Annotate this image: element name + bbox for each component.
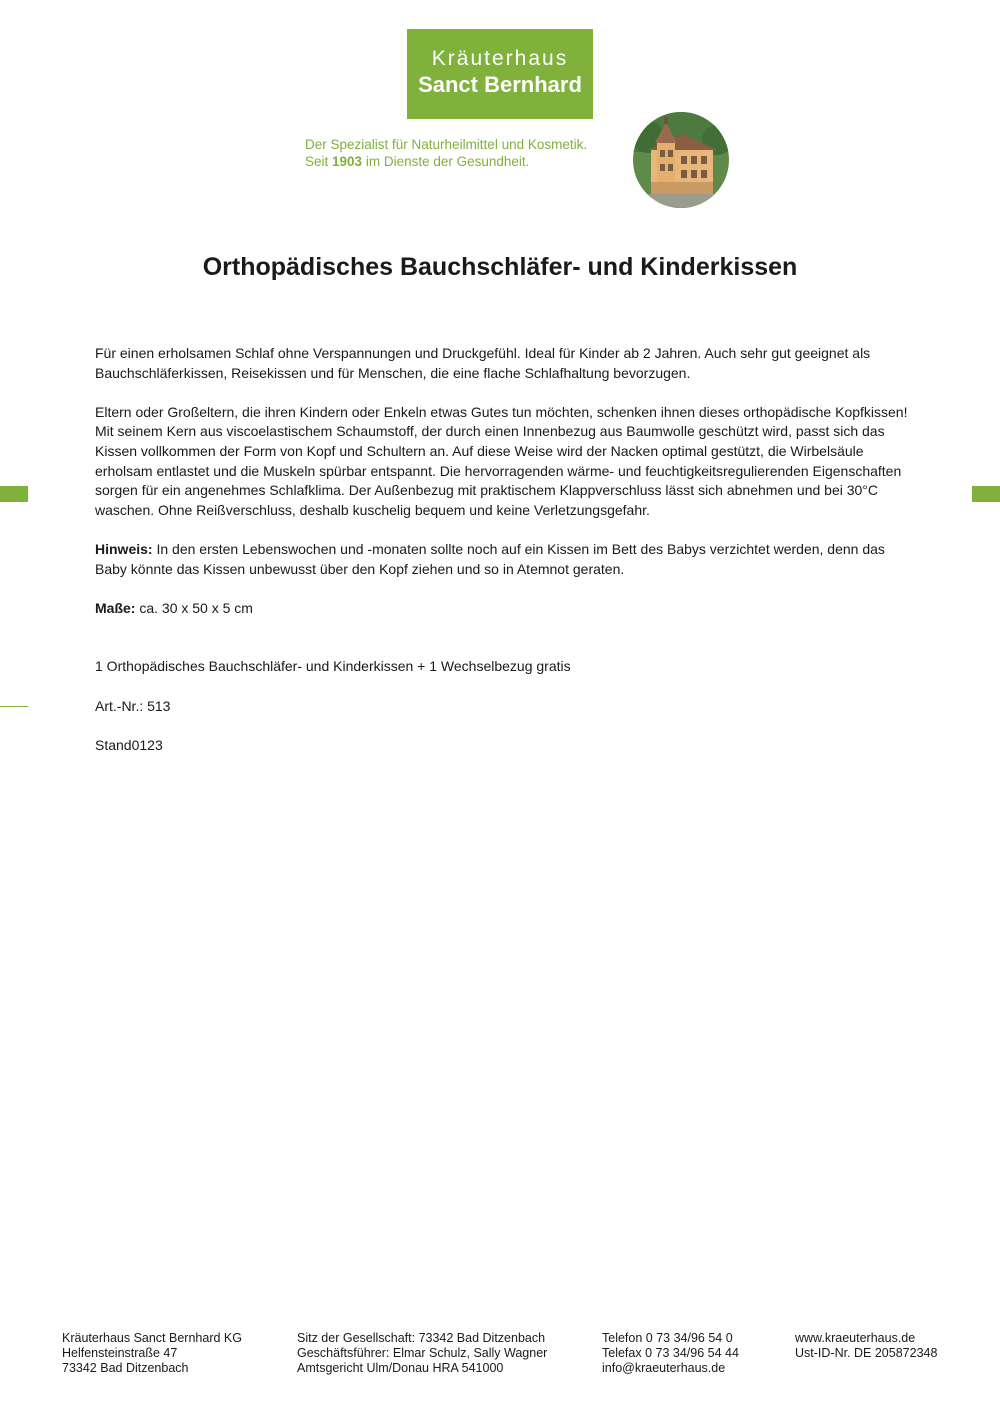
footer-registered-office: Sitz der Gesellschaft: 73342 Bad Ditzenbach bbox=[297, 1331, 546, 1345]
size-text: ca. 30 x 50 x 5 cm bbox=[135, 599, 253, 616]
footer-fax: Telefax 0 73 34/96 54 44 bbox=[602, 1346, 739, 1360]
detail-paragraph: Eltern oder Großeltern, die ihren Kindern oder Enkeln etwas Gutes tun möchten, schenken ihnen dieses orthopädische Kopfkissen! Mit seinem Kern aus viscoelastischem Schaumstoff, der durch einen Innenbezug aus Baumwolle geschützt wird, passt sich das Kissen vollkommen der Form von Kopf und Schultern an. Auf diese Weise wird der Nacken optimal gestützt, die Wirbelsäule erholsam entlastet und die Muskeln spürbar entspannt. Die hervorragenden wärme- und feuchtigkeitsregulierenden Eigenschaften sorgen für ein angenehmes Schlafklima. Der Außenbezug mit praktischem Klappverschluss lässt sich abnehmen und bei 30°C waschen. Ohne Reißverschluss, deshalb kuschelig bequem und keine Verletzungsgefahr. bbox=[95, 403, 908, 518]
size-label: Maße: bbox=[95, 599, 136, 616]
logo-line-1: Kräuterhaus bbox=[431, 47, 569, 70]
footer-street: Helfensteinstraße 47 bbox=[62, 1346, 178, 1360]
footer-legal bbox=[297, 1331, 547, 1376]
footer-managers: Geschäftsführer: Elmar Schulz, Sally Wagner bbox=[297, 1346, 548, 1360]
footer-website[interactable]: www.kraeuterhaus.de bbox=[795, 1331, 916, 1345]
footer-phone: Telefon 0 73 34/96 54 0 bbox=[602, 1331, 733, 1345]
right-fold-mark bbox=[972, 486, 1000, 502]
hint-text: In den ersten Lebenswochen und -monaten sollte noch auf ein Kissen im Bett des Babys verzichtet werden, denn das Baby könnte das Kissen unbewusst über den Kopf ziehen und so in Atemnot geraten. bbox=[95, 540, 885, 577]
package-contents: 1 Orthopädisches Bauchschläfer- und Kinderkissen + 1 Wechselbezug gratis bbox=[95, 658, 571, 675]
product-description bbox=[95, 344, 915, 775]
logo-line-2: Sanct Bernhard bbox=[418, 72, 582, 97]
footer-company bbox=[62, 1331, 242, 1376]
footer-vat-id: Ust-ID-Nr. DE 205872348 bbox=[795, 1346, 938, 1360]
hint-label: Hinweis: bbox=[95, 540, 153, 557]
footer-contact bbox=[602, 1331, 739, 1376]
footer-web bbox=[795, 1331, 937, 1361]
tagline bbox=[305, 136, 625, 170]
footer-court: Amtsgericht Ulm/Donau HRA 541000 bbox=[297, 1361, 504, 1375]
tagline-service: im Dienste der Gesundheit. bbox=[365, 154, 530, 169]
tagline-line-2 bbox=[305, 153, 625, 170]
size-paragraph bbox=[95, 599, 915, 619]
document-version: Stand0123 bbox=[95, 736, 163, 753]
brand-logo bbox=[407, 29, 593, 119]
building-photo bbox=[633, 112, 729, 208]
article-number: Art.-Nr.: 513 bbox=[95, 697, 171, 714]
building-illustration bbox=[633, 112, 729, 208]
left-fold-mark bbox=[0, 486, 28, 502]
tagline-year: 1903 bbox=[332, 154, 363, 169]
footer-email[interactable]: info@kraeuterhaus.de bbox=[602, 1361, 726, 1375]
page-title: Orthopädisches Bauchschläfer- und Kinderkissen bbox=[202, 253, 798, 281]
tagline-since: Seit bbox=[305, 154, 329, 169]
left-punch-mark bbox=[0, 706, 28, 707]
intro-paragraph: Für einen erholsamen Schlaf ohne Verspannungen und Druckgefühl. Ideal für Kinder ab 2 Jahren. Auch sehr gut geeignet als Bauchschläferkissen, Reisekissen und für Menschen, die eine flache Schlafhaltung bevorzugen. bbox=[95, 345, 871, 381]
footer-city: 73342 Bad Ditzenbach bbox=[62, 1361, 189, 1375]
tagline-line-1: Der Spezialist für Naturheilmittel und Kosmetik. bbox=[305, 137, 588, 152]
hint-paragraph bbox=[95, 540, 915, 579]
footer-company-name: Kräuterhaus Sanct Bernhard KG bbox=[62, 1331, 242, 1345]
